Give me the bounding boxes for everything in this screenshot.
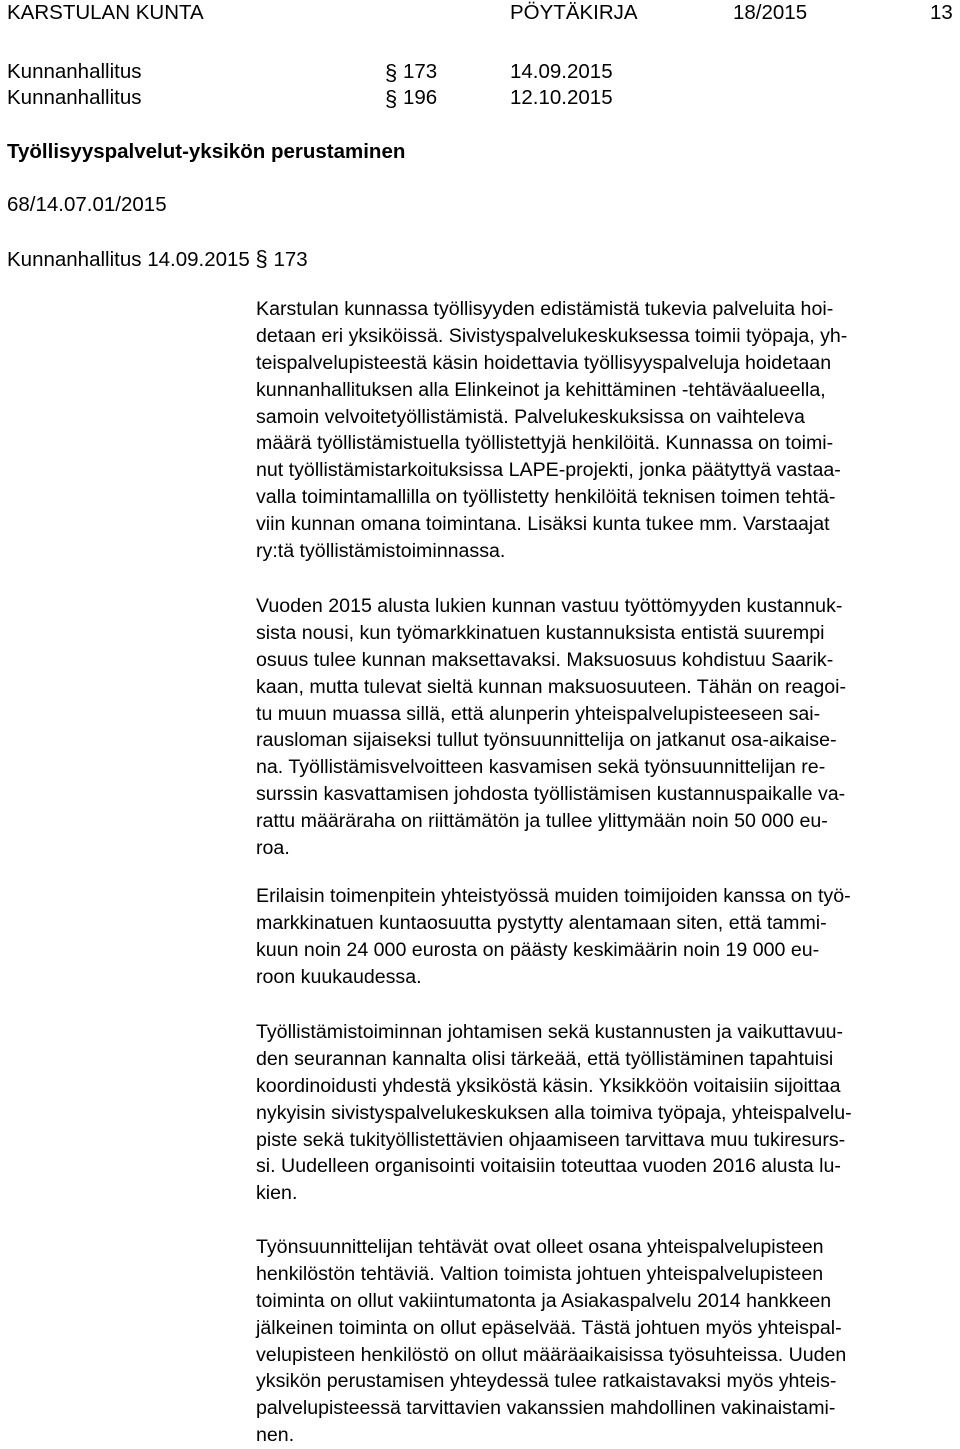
meeting-date: 12.10.2015 — [510, 86, 613, 109]
paragraph-line: koordinoidusti yhdestä yksiköstä käsin. Yksikköön voitaisiin sijoittaa — [256, 1074, 841, 1097]
paragraph — [256, 593, 956, 862]
paragraph-line: yksikön perustamisen yhteydessä tulee ratkaistavaksi myös yhteis- — [256, 1370, 837, 1393]
paragraph-line: nen. — [256, 1424, 295, 1447]
paragraph-line: na. Työllistämisvelvoitteen kasvamisen sekä työnsuunnittelijan re- — [256, 756, 826, 779]
paragraph-line: den seurannan kannalta olisi tärkeää, että työllistäminen tapahtuisi — [256, 1047, 834, 1070]
paragraph-line: viin kunnan omana toimintana. Lisäksi kunta tukee mm. Varstaajat — [256, 513, 830, 536]
section-mark-icon: § — [385, 60, 398, 85]
paragraph-line: Erilaisin toimenpitein yhteistyössä muiden toimijoiden kanssa on työ- — [256, 885, 851, 907]
paragraph-line: tu muun muassa sillä, että alunperin yhteispalvelupisteeseen sai- — [256, 702, 821, 725]
paragraph — [256, 1019, 956, 1207]
page-header — [0, 1, 960, 29]
reference-section: 173 — [273, 248, 308, 271]
paragraph-line: nut työllistämistarkoituksissa LAPE-projekti, jonka päätyttyä vastaa- — [256, 459, 841, 482]
page-number: 13 — [930, 1, 953, 24]
paragraph-line: henkilöstön tehtäviä. Valtion toimista johtuen yhteispalvelupisteen — [256, 1262, 824, 1285]
paragraph-line: määrä työllistämistuella työllistettyjä henkilöitä. Kunnassa on toimi- — [256, 432, 834, 455]
paragraph-line: velupisteen henkilöstö on ollut määräaikaisissa työsuhteissa. Uuden — [256, 1343, 847, 1366]
meeting-section: 173 — [403, 60, 438, 83]
paragraph-line: ry:tä työllistämistoiminnassa. — [256, 540, 506, 563]
section-reference — [7, 246, 308, 272]
paragraph-line: piste sekä tukityöllistettävien ohjaamiseen tarvittava muu tukiresurs- — [256, 1128, 846, 1151]
paragraph-line: samoin velvoitetyöllistämistä. Palvelukeskuksissa on vaihteleva — [256, 405, 805, 428]
paragraph-line: valla toimintamallilla on työllistetty henkilöitä teknisen toimen tehtä- — [256, 486, 836, 509]
paragraph — [256, 883, 956, 991]
meeting-section: 196 — [403, 86, 438, 109]
paragraph-line: kunnanhallituksen alla Elinkeinot ja kehittäminen -tehtäväalueella, — [256, 378, 826, 401]
paragraph-line: osuus tulee kunnan maksettavaksi. Maksuosuus kohdistuu Saarik- — [256, 648, 834, 671]
paragraph-line: markkinatuen kuntaosuutta pystytty alentamaan siten, että tammi- — [256, 911, 827, 934]
paragraph-line: kuun noin 24 000 eurosta on päästy keskimäärin noin 19 000 eu- — [256, 938, 820, 961]
paragraph-line: Karstulan kunnassa työllisyyden edistämistä tukevia palveluita hoi- — [256, 298, 834, 320]
paragraph-line: teispalvelupisteestä käsin hoidettavia työllisyyspalveluja hoidetaan — [256, 351, 832, 374]
paragraph-line: roon kuukaudessa. — [256, 965, 422, 988]
section-mark-icon: § — [385, 86, 398, 111]
paragraph-line: Vuoden 2015 alusta lukien kunnan vastuu työttömyyden kustannuk- — [256, 595, 843, 617]
paragraph-line: roa. — [256, 837, 290, 860]
document-number: 18/2015 — [733, 1, 808, 24]
paragraph — [256, 296, 956, 565]
paragraph-line: detaan eri yksiköissä. Sivistyspalvelukeskuksessa toimii työpaja, yh- — [256, 324, 848, 347]
paragraph-line: kaan, mutta tulevat sieltä kunnan maksuosuuteen. Tähän on reagoi- — [256, 675, 847, 698]
paragraph-line: palvelupisteessä tarvittavien vakanssien mahdollinen vakinaistami- — [256, 1397, 836, 1420]
paragraph-line: sista nousi, kun työmarkkinatuen kustannuksista entistä suurempi — [256, 621, 825, 644]
municipality-name: KARSTULAN KUNTA — [7, 1, 204, 24]
paragraph-line: kien. — [256, 1182, 298, 1205]
paragraph-line: Työnsuunnittelijan tehtävät ovat olleet osana yhteispalvelupisteen — [256, 1236, 824, 1258]
meeting-body: Kunnanhallitus — [7, 86, 142, 109]
paragraph-line: surssin kasvattamisen johdosta työllistämisen kustannuspaikalle va- — [256, 783, 846, 806]
reference-body: Kunnanhallitus — [7, 248, 142, 271]
paragraph-line: Työllistämistoiminnan johtamisen sekä kustannusten ja vaikuttavuu- — [256, 1021, 844, 1043]
paragraph-line: toiminta on ollut vakiintumatonta ja Asiakaspalvelu 2014 hankkeen — [256, 1289, 832, 1312]
document-type: PÖYTÄKIRJA — [510, 1, 638, 24]
meeting-date: 14.09.2015 — [510, 60, 613, 83]
paragraph-line: nykyisin sivistyspalvelukeskuksen alla toimiva työpaja, yhteispalvelu- — [256, 1101, 852, 1124]
paragraph-line: jälkeinen toiminta on ollut epäselvää. Tästä johtuen myös yhteispal- — [256, 1316, 842, 1339]
paragraph-line: rattu määräraha on riittämätön ja tullee ylittymään noin 50 000 eu- — [256, 810, 828, 833]
paragraph — [256, 1234, 956, 1449]
meeting-body: Kunnanhallitus — [7, 60, 142, 83]
paragraph-line: si. Uudelleen organisointi voitaisiin toteuttaa vuoden 2016 alusta lu- — [256, 1155, 841, 1178]
reference-date: 14.09.2015 — [147, 248, 250, 271]
paragraph-line: rausloman sijaiseksi tullut työnsuunnittelija on jatkanut osa-aikaise- — [256, 729, 837, 752]
section-mark-icon: § — [255, 246, 268, 271]
document-title: Työllisyyspalvelut-yksikön perustaminen — [7, 140, 406, 163]
diary-number: 68/14.07.01/2015 — [7, 193, 167, 216]
